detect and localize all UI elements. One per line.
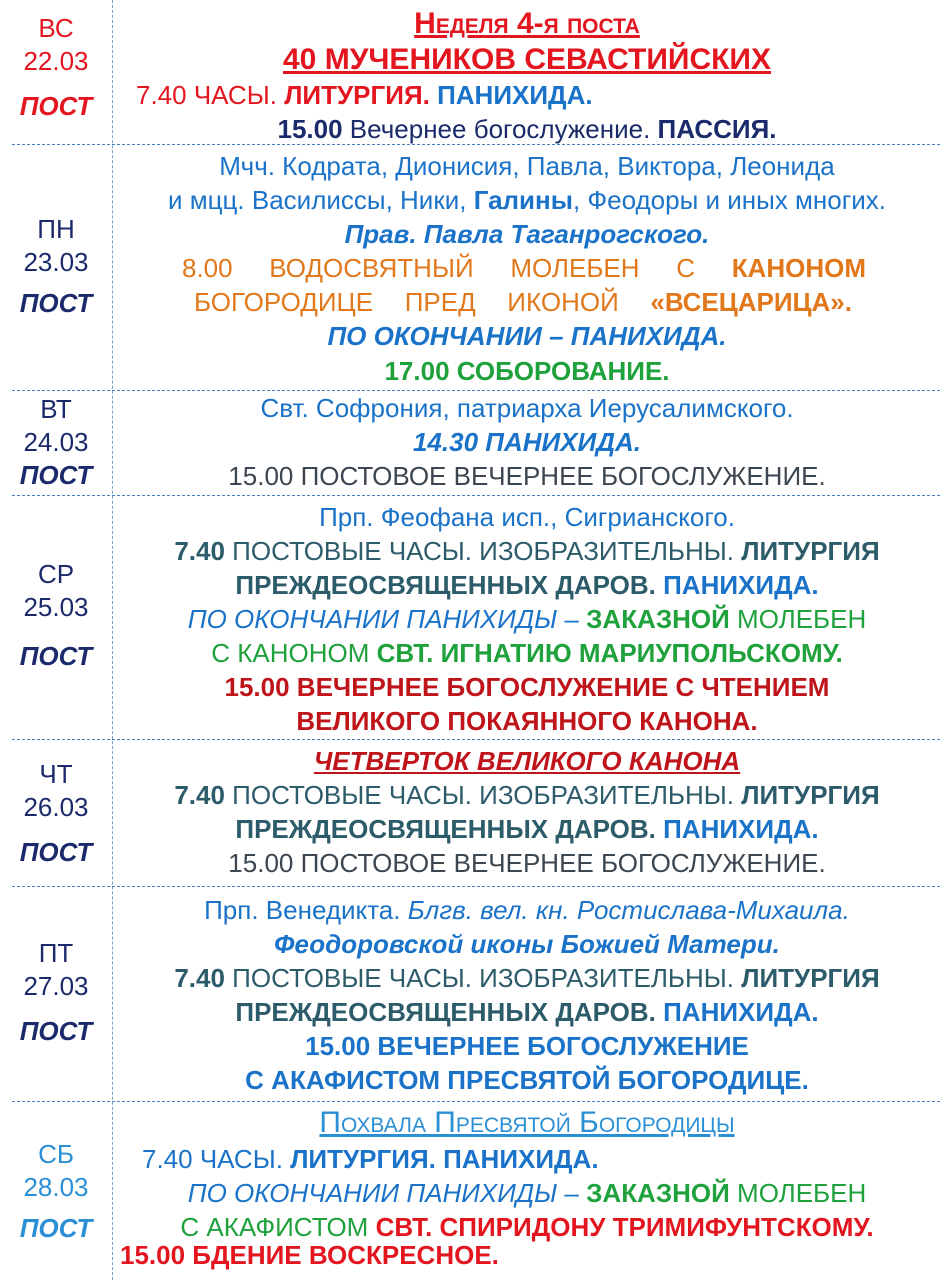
day-label <box>0 1138 112 1245</box>
saint-name: Свт. Софрония, патриарха Иерусалимского. <box>260 393 794 423</box>
service-line: 7.40 ЧАСЫ. ЛИТУРГИЯ. ПАНИХИДА. <box>136 80 593 110</box>
service-line: С АКАФИСТОМ ПРЕСВЯТОЙ БОГОРОДИЦЕ. <box>245 1065 809 1095</box>
service-line: ПО ОКОНЧАНИИ – ПАНИХИДА. <box>327 321 727 351</box>
service-line: 7.40 ПОСТОВЫЕ ЧАСЫ. ИЗОБРАЗИТЕЛЬНЫ. ЛИТУРГИЯ <box>174 963 880 993</box>
service-line: ПРЕЖДЕОСВЯЩЕННЫХ ДАРОВ. ПАНИХИДА. <box>235 997 819 1027</box>
day-of-week: ЧТ <box>39 759 73 789</box>
service-line: ВЕЛИКОГО ПОКАЯННОГО КАНОНА. <box>296 706 758 736</box>
service-line: 7.40 ЧАСЫ. ЛИТУРГИЯ. ПАНИХИДА. <box>142 1144 599 1174</box>
day-label <box>0 12 112 123</box>
service-line: 15.00 БДЕНИЕ ВОСКРЕСНОЕ. <box>120 1240 499 1270</box>
fast-label: ПОСТ <box>19 1016 93 1046</box>
service-line: 15.00 Вечернее богослужение. ПАССИЯ. <box>277 114 777 144</box>
day-label <box>0 558 112 673</box>
day-schedule <box>116 391 938 493</box>
day-label <box>0 758 112 869</box>
day-of-week: ВС <box>38 13 74 43</box>
day-label <box>0 937 112 1048</box>
feast-title: ЧЕТВЕРТОК ВЕЛИКОГО КАНОНА <box>313 746 741 776</box>
day-row-tuesday <box>0 391 944 495</box>
fast-label: ПОСТ <box>19 641 93 671</box>
day-row-wednesday <box>0 496 944 738</box>
service-line: ПО ОКОНЧАНИИ ПАНИХИДЫ – ЗАКАЗНОЙ МОЛЕБЕН <box>187 1178 867 1208</box>
day-label <box>0 393 112 492</box>
day-schedule <box>116 149 938 389</box>
day-schedule <box>116 744 938 880</box>
fast-label: ПОСТ <box>19 1213 93 1243</box>
service-line: 17.00 СОБОРОВАНИЕ. <box>384 356 670 386</box>
day-date: 28.03 <box>23 1172 89 1202</box>
day-date: 24.03 <box>23 427 89 457</box>
service-line: ПО ОКОНЧАНИИ ПАНИХИДЫ – ЗАКАЗНОЙ МОЛЕБЕН <box>187 604 867 634</box>
service-line: 8.00 ВОДОСВЯТНЫЙ МОЛЕБЕН С КАНОНОМ <box>182 253 866 283</box>
saint-name: Прав. Павла Таганрогского. <box>344 219 710 249</box>
feast-title: Похвала Пресвятой Богородицы <box>319 1106 735 1139</box>
fast-label: ПОСТ <box>19 288 93 318</box>
day-of-week: ПН <box>37 214 75 244</box>
service-line: С КАНОНОМ СВТ. ИГНАТИЮ МАРИУПОЛЬСКОМУ. <box>211 638 843 668</box>
day-row-friday <box>0 887 944 1101</box>
fast-label: ПОСТ <box>19 460 93 490</box>
day-schedule <box>116 500 938 738</box>
day-schedule <box>116 1104 938 1244</box>
service-line: ПРЕЖДЕОСВЯЩЕННЫХ ДАРОВ. ПАНИХИДА. <box>235 814 819 844</box>
service-line: 15.00 ВЕЧЕРНЕЕ БОГОСЛУЖЕНИЕ С ЧТЕНИЕМ <box>224 672 830 702</box>
service-line: 7.40 ПОСТОВЫЕ ЧАСЫ. ИЗОБРАЗИТЕЛЬНЫ. ЛИТУРГИЯ <box>174 536 880 566</box>
day-schedule <box>116 893 938 1097</box>
day-of-week: СР <box>37 559 75 589</box>
day-row-saturday <box>0 1102 944 1280</box>
feast-title: Неделя 4-я поста <box>414 7 640 40</box>
saints-line: Мчч. Кодрата, Дионисия, Павла, Виктора, Леонида <box>219 151 835 181</box>
service-line: 7.40 ПОСТОВЫЕ ЧАСЫ. ИЗОБРАЗИТЕЛЬНЫ. ЛИТУРГИЯ <box>174 780 880 810</box>
fast-label: ПОСТ <box>19 837 93 867</box>
day-label <box>0 213 112 320</box>
service-line: 15.00 ПОСТОВОЕ ВЕЧЕРНЕЕ БОГОСЛУЖЕНИЕ. <box>228 848 826 878</box>
day-schedule <box>116 6 938 146</box>
day-row-monday <box>0 145 944 389</box>
fast-label: ПОСТ <box>19 91 93 121</box>
feast-subtitle: 40 МУЧЕНИКОВ СЕВАСТИЙСКИХ <box>283 43 771 76</box>
service-line: С АКАФИСТОМ СВТ. СПИРИДОНУ ТРИМИФУНТСКОМУ. <box>180 1212 874 1242</box>
service-line: 15.00 ПОСТОВОЕ ВЕЧЕРНЕЕ БОГОСЛУЖЕНИЕ. <box>228 461 826 491</box>
day-row-sunday <box>0 0 944 144</box>
day-date: 22.03 <box>23 46 89 76</box>
day-date: 23.03 <box>23 247 89 277</box>
saints-line: Прп. Венедикта. Блгв. вел. кн. Ростислава-Михаила. <box>204 895 850 925</box>
day-row-thursday <box>0 740 944 886</box>
service-line: 14.30 ПАНИХИДА. <box>412 427 642 457</box>
icon-feast: Феодоровской иконы Божией Матери. <box>274 929 780 959</box>
day-of-week: ВТ <box>40 394 72 424</box>
day-date: 27.03 <box>23 971 89 1001</box>
service-line: ПРЕЖДЕОСВЯЩЕННЫХ ДАРОВ. ПАНИХИДА. <box>235 570 819 600</box>
day-date: 25.03 <box>23 592 89 622</box>
saint-name: Прп. Феофана исп., Сигрианского. <box>319 502 735 532</box>
day-date: 26.03 <box>23 792 89 822</box>
service-line: 15.00 ВЕЧЕРНЕЕ БОГОСЛУЖЕНИЕ <box>305 1031 749 1061</box>
service-line: БОГОРОДИЦЕ ПРЕД ИКОНОЙ «ВСЕЦАРИЦА». <box>194 287 852 317</box>
day-of-week: СБ <box>38 1139 74 1169</box>
saints-line: и мцц. Василиссы, Ники, Галины, Феодоры и иных многих. <box>168 185 886 215</box>
day-of-week: ПТ <box>38 938 74 968</box>
